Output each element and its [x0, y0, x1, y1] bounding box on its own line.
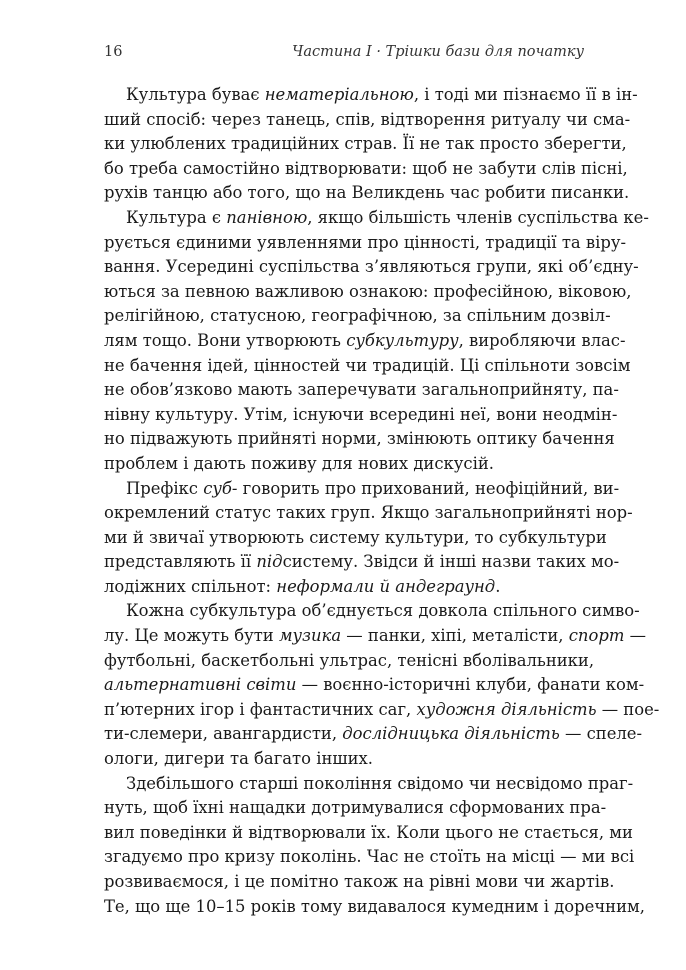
text-run: вання. Усередині суспільства з’являються групи, які об’єдну-: [104, 257, 639, 277]
text-run: представляють її: [104, 552, 257, 572]
text-run: лодіжних спільнот:: [104, 576, 277, 596]
text-run: лям тощо. Вони утворюють: [104, 330, 347, 350]
text-run: проблем і дають поживу для нових дискусій.: [104, 453, 494, 473]
text-line: [104, 452, 584, 477]
text-line: [104, 575, 584, 600]
text-line: [104, 821, 633, 846]
italic-run: панівною: [226, 207, 308, 227]
text-line: [104, 132, 627, 157]
paragraph: [104, 83, 638, 206]
text-line: [104, 550, 620, 575]
text-line: [104, 845, 635, 870]
text-line: [104, 83, 638, 108]
paragraph: [104, 772, 645, 920]
italic-run: субкультуру: [346, 330, 459, 350]
text-run: релігійною, статусною, географічною, за спільним дозвіл-: [104, 306, 611, 326]
text-line: [104, 477, 620, 502]
text-line: [104, 181, 630, 206]
text-run: розвиваємося, і це помітно також на рівні мови чи жартів.: [104, 872, 615, 891]
paragraph: [104, 599, 660, 771]
text-run: ти-слемери, авангардисти,: [104, 724, 343, 744]
text-run: ший спосіб: через танець, спів, відтворення ритуалу чи сма-: [104, 109, 631, 129]
text-run: лу. Це можуть бути: [104, 626, 279, 646]
text-run: нуть, щоб їхні нащадки дотримувалися сформованих пра-: [104, 798, 607, 818]
text-run: ологи, дигери та багато інших.: [104, 749, 373, 769]
italic-run: художня діяльність: [416, 699, 597, 719]
text-line: [104, 255, 639, 280]
text-run: вил поведінки й відтворювали їх. Коли цього не стається, ми: [104, 822, 633, 842]
text-run: — спеле-: [559, 724, 643, 744]
text-run: згадуємо про кризу поколінь. Час не стоїть на місці — ми всі: [104, 847, 635, 867]
italic-run: нематеріальною: [264, 85, 414, 104]
text-line: [104, 304, 611, 329]
text-line: [104, 108, 631, 133]
text-run: Префікс: [126, 478, 204, 498]
text-line: [104, 501, 633, 526]
text-run: —: [624, 626, 646, 646]
italic-run: суб-: [203, 478, 238, 498]
text-run: .: [495, 576, 501, 596]
text-run: окремлений статус таких груп. Якщо загальноприйняті нор-: [104, 503, 633, 523]
text-run: футбольні, баскетбольні ультрас, тенісні вболівальники,: [104, 650, 595, 670]
page-number: 16: [104, 44, 123, 60]
text-line: [104, 206, 649, 231]
text-run: Культура є: [126, 207, 227, 227]
text-run: — воєнно-історичні клуби, фанати ком-: [296, 675, 645, 695]
running-head: Частина І · Трішки бази для початку: [292, 44, 584, 60]
text-line: [104, 772, 634, 797]
text-run: п’ютерних ігор і фантастичних саг,: [104, 699, 417, 719]
text-line: [104, 231, 627, 256]
text-run: систему. Звідси й інші назви таких мо-: [282, 552, 620, 572]
text-line: [104, 624, 646, 649]
italic-run: під: [256, 552, 283, 572]
text-run: бо треба самостійно відтворювати: щоб не забути слів пісні,: [104, 158, 628, 178]
page-header: [104, 44, 584, 68]
text-line: [104, 649, 595, 674]
text-line: [104, 673, 645, 698]
text-run: рухів танцю або того, що на Великдень час робити писанки.: [104, 183, 630, 203]
text-line: [104, 895, 645, 920]
text-run: говорить про прихований, неофіційний, ви-: [237, 478, 620, 498]
text-run: рується єдиними уявленнями про цінності, традиції та віру-: [104, 232, 627, 252]
text-line: [104, 427, 615, 452]
text-run: ються за певною важливою ознакою: професійною, віковою,: [104, 281, 632, 301]
text-run: ми й звичаї утворюють систему культури, то субкультури: [104, 527, 607, 547]
text-line: [104, 722, 643, 747]
text-run: не бачення ідей, цінностей чи традицій. Ці спільноти зовсім: [104, 355, 631, 375]
text-line: [104, 157, 628, 182]
text-run: но підважують прийняті норми, змінюють оптику бачення: [104, 429, 615, 449]
text-line: [104, 526, 607, 551]
text-run: Те, що ще 10–15 років тому видавалося кумедним і доречним,: [104, 896, 645, 916]
text-run: ки улюблених традиційних страв. Її не так просто зберегти,: [104, 134, 627, 154]
text-run: Культура буває: [126, 85, 265, 104]
text-run: нівну культуру. Утім, існуючи всередині неї, вони неодмін-: [104, 404, 618, 424]
text-run: , виробляючи влас-: [458, 330, 626, 350]
paragraph: [104, 206, 649, 477]
text-run: — пое-: [596, 699, 660, 719]
text-run: Здебільшого старші покоління свідомо чи несвідомо праг-: [126, 773, 634, 793]
text-line: [104, 698, 660, 723]
text-line: [104, 403, 618, 428]
text-run: , якщо більшість членів суспільства ке-: [307, 207, 649, 227]
italic-run: неформали й андеграунд: [276, 576, 496, 596]
text-line: [104, 796, 607, 821]
text-run: не обов’язково мають заперечувати загальноприйняту, па-: [104, 380, 619, 400]
text-line: [104, 747, 584, 772]
text-line: [104, 378, 619, 403]
italic-run: музика: [278, 626, 342, 646]
text-run: , і тоді ми пізнаємо її в ін-: [413, 85, 638, 104]
text-run: Кожна субкультура об’єднується довкола спільного симво-: [126, 601, 640, 621]
text-line: [104, 870, 615, 895]
paragraph: [104, 477, 633, 600]
text-run: — панки, хіпі, металісти,: [341, 626, 569, 646]
text-line: [104, 329, 626, 354]
text-line: [104, 280, 632, 305]
italic-run: альтернативні світи: [104, 675, 297, 695]
text-line: [104, 354, 631, 379]
text-line: [104, 599, 640, 624]
italic-run: спорт: [568, 626, 625, 646]
body-text: [104, 83, 660, 919]
italic-run: дослідницька діяльність: [342, 724, 560, 744]
